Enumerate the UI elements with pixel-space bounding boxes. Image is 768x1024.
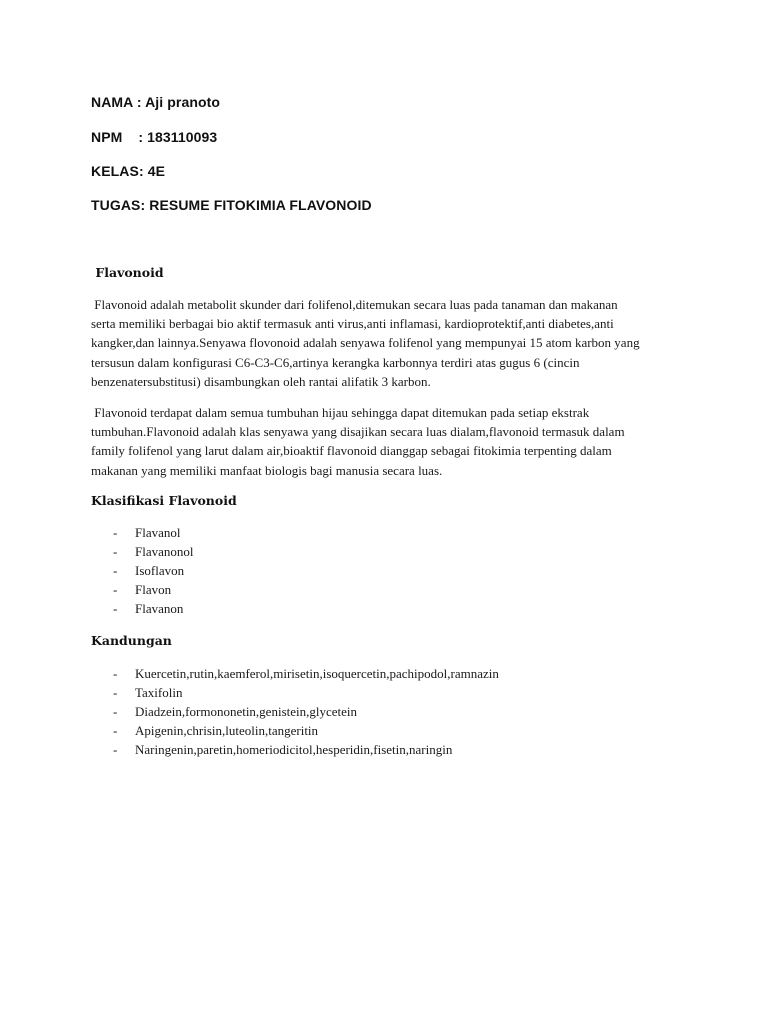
list-item-text: Diadzein,formononetin,genistein,glycetein xyxy=(135,704,358,719)
list-item xyxy=(113,561,194,580)
dash-bullet: - xyxy=(113,601,118,616)
dash-bullet: - xyxy=(113,525,118,540)
paragraph-line: benzenatersubstitusi) disambungkan oleh rantai alifatik 3 karbon. xyxy=(91,373,431,389)
dash-bullet: - xyxy=(113,666,118,681)
list-item xyxy=(113,542,194,561)
list-item-text: Isoflavon xyxy=(135,563,185,578)
list-item xyxy=(113,664,499,683)
list-item xyxy=(113,580,194,599)
list-item-text: Naringenin,paretin,homeriodicitol,hesperidin,fisetin,naringin xyxy=(135,742,453,757)
list-item xyxy=(113,599,194,618)
list-item xyxy=(113,683,499,702)
section-title-kandungan: Kandungan xyxy=(91,633,172,648)
paragraph-line: Flavonoid adalah metabolit skunder dari folifenol,ditemukan secara luas pada tanaman dan makanan xyxy=(91,297,618,312)
paragraph-line: Flavonoid terdapat dalam semua tumbuhan hijau sehingga dapat ditemukan pada setiap ekstrak xyxy=(91,405,590,420)
dash-bullet: - xyxy=(113,742,118,757)
student-npm: NPM : 183110093 xyxy=(91,129,218,145)
paragraph-line: tersusun dalam konfigurasi C6-C3-C6,artinya kerangka karbonnya terdiri atas gugus 6 (cincin xyxy=(91,354,580,370)
dash-bullet: - xyxy=(113,685,118,700)
section-title-flavonoid: Flavonoid xyxy=(91,265,164,280)
assignment-title: TUGAS: RESUME FITOKIMIA FLAVONOID xyxy=(91,197,372,213)
list-item-text: Flavanon xyxy=(135,601,184,616)
paragraph-line: serta memiliki berbagai bio aktif termasuk anti virus,anti inflamasi, kardioprotektif,anti diabetes,anti xyxy=(91,316,614,332)
dash-bullet: - xyxy=(113,544,118,559)
dash-bullet: - xyxy=(113,563,118,578)
kandungan-list xyxy=(113,664,499,759)
list-item xyxy=(113,702,499,721)
dash-bullet: - xyxy=(113,704,118,719)
paragraph-line: makanan yang memiliki manfaat biologis bagi manusia secara luas. xyxy=(91,462,443,478)
paragraph-line: kangker,dan lainnya.Senyawa flovonoid adalah senyawa folifenol yang mempunyai 15 atom karbon yang xyxy=(91,335,640,351)
dash-bullet: - xyxy=(113,582,118,597)
paragraph-occurrence xyxy=(91,403,691,480)
student-class: KELAS: 4E xyxy=(91,163,166,179)
section-title-klasifikasi: Klasifikasi Flavonoid xyxy=(91,493,237,508)
paragraph-line: family folifenol yang larut dalam air,bioaktif flavonoid dianggap sebagai fitokimia terpenting dalam xyxy=(91,443,612,459)
list-item-text: Kuercetin,rutin,kaemferol,mirisetin,isoquercetin,pachipodol,ramnazin xyxy=(135,666,499,681)
list-item-text: Flavon xyxy=(135,582,172,597)
list-item-text: Taxifolin xyxy=(135,685,183,700)
paragraph-line: tumbuhan.Flavonoid adalah klas senyawa yang disajikan secara luas dialam,flavonoid termasuk dalam xyxy=(91,424,625,440)
list-item-text: Flavanonol xyxy=(135,544,194,559)
student-name: NAMA : Aji pranoto xyxy=(91,94,221,110)
klasifikasi-list xyxy=(113,523,194,618)
paragraph-definition xyxy=(91,295,691,391)
list-item xyxy=(113,523,194,542)
dash-bullet: - xyxy=(113,723,118,738)
list-item-text: Apigenin,chrisin,luteolin,tangeritin xyxy=(135,723,319,738)
list-item xyxy=(113,721,499,740)
list-item-text: Flavanol xyxy=(135,525,181,540)
list-item xyxy=(113,740,499,759)
